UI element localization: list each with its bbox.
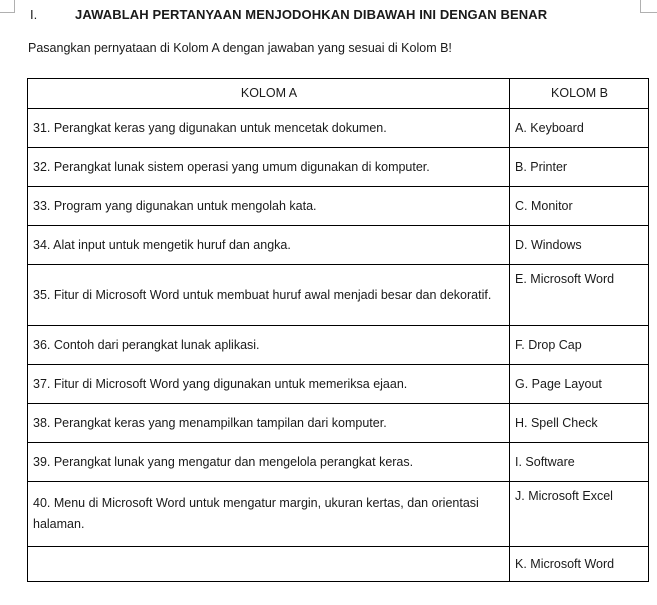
- table-row: [28, 326, 649, 365]
- empty-cell: [28, 547, 510, 582]
- answer-f: F. Drop Cap: [510, 326, 649, 365]
- table-row: [28, 226, 649, 265]
- statement-36: 36. Contoh dari perangkat lunak aplikasi.: [28, 326, 510, 365]
- answer-k: K. Microsoft Word: [510, 547, 649, 582]
- statement-40: 40. Menu di Microsoft Word untuk mengatur margin, ukuran kertas, dan orientasi halaman.: [28, 482, 510, 547]
- answer-c: C. Monitor: [510, 187, 649, 226]
- table-row: [28, 109, 649, 148]
- table-header-row: [28, 79, 649, 109]
- statement-39: 39. Perangkat lunak yang mengatur dan mengelola perangkat keras.: [28, 443, 510, 482]
- matching-table: [27, 78, 649, 582]
- answer-d: D. Windows: [510, 226, 649, 265]
- answer-a: A. Keyboard: [510, 109, 649, 148]
- table-row: [28, 443, 649, 482]
- statement-33: 33. Program yang digunakan untuk mengolah kata.: [28, 187, 510, 226]
- corner-crop-mark-left: [0, 0, 15, 13]
- statement-32: 32. Perangkat lunak sistem operasi yang umum digunakan di komputer.: [28, 148, 510, 187]
- answer-b: B. Printer: [510, 148, 649, 187]
- answer-e: E. Microsoft Word: [510, 265, 649, 326]
- answer-h: H. Spell Check: [510, 404, 649, 443]
- column-a-header: KOLOM A: [28, 79, 510, 109]
- table-row: [28, 148, 649, 187]
- table-row: [28, 482, 649, 547]
- instruction-text: Pasangkan pernyataan di Kolom A dengan jawaban yang sesuai di Kolom B!: [28, 41, 452, 55]
- statement-38: 38. Perangkat keras yang menampilkan tampilan dari komputer.: [28, 404, 510, 443]
- table-row: [28, 547, 649, 582]
- statement-35: 35. Fitur di Microsoft Word untuk membuat huruf awal menjadi besar dan dekoratif.: [28, 265, 510, 326]
- table-row: [28, 404, 649, 443]
- section-number: I.: [30, 7, 38, 22]
- statement-34: 34. Alat input untuk mengetik huruf dan angka.: [28, 226, 510, 265]
- table-row: [28, 265, 649, 326]
- statement-37: 37. Fitur di Microsoft Word yang digunakan untuk memeriksa ejaan.: [28, 365, 510, 404]
- statement-31: 31. Perangkat keras yang digunakan untuk mencetak dokumen.: [28, 109, 510, 148]
- answer-g: G. Page Layout: [510, 365, 649, 404]
- table-row: [28, 365, 649, 404]
- table-row: [28, 187, 649, 226]
- corner-crop-mark-right: [640, 0, 657, 13]
- section-title: JAWABLAH PERTANYAAN MENJODOHKAN DIBAWAH INI DENGAN BENAR: [75, 7, 548, 22]
- column-b-header: KOLOM B: [510, 79, 649, 109]
- answer-i: I. Software: [510, 443, 649, 482]
- answer-j: J. Microsoft Excel: [510, 482, 649, 547]
